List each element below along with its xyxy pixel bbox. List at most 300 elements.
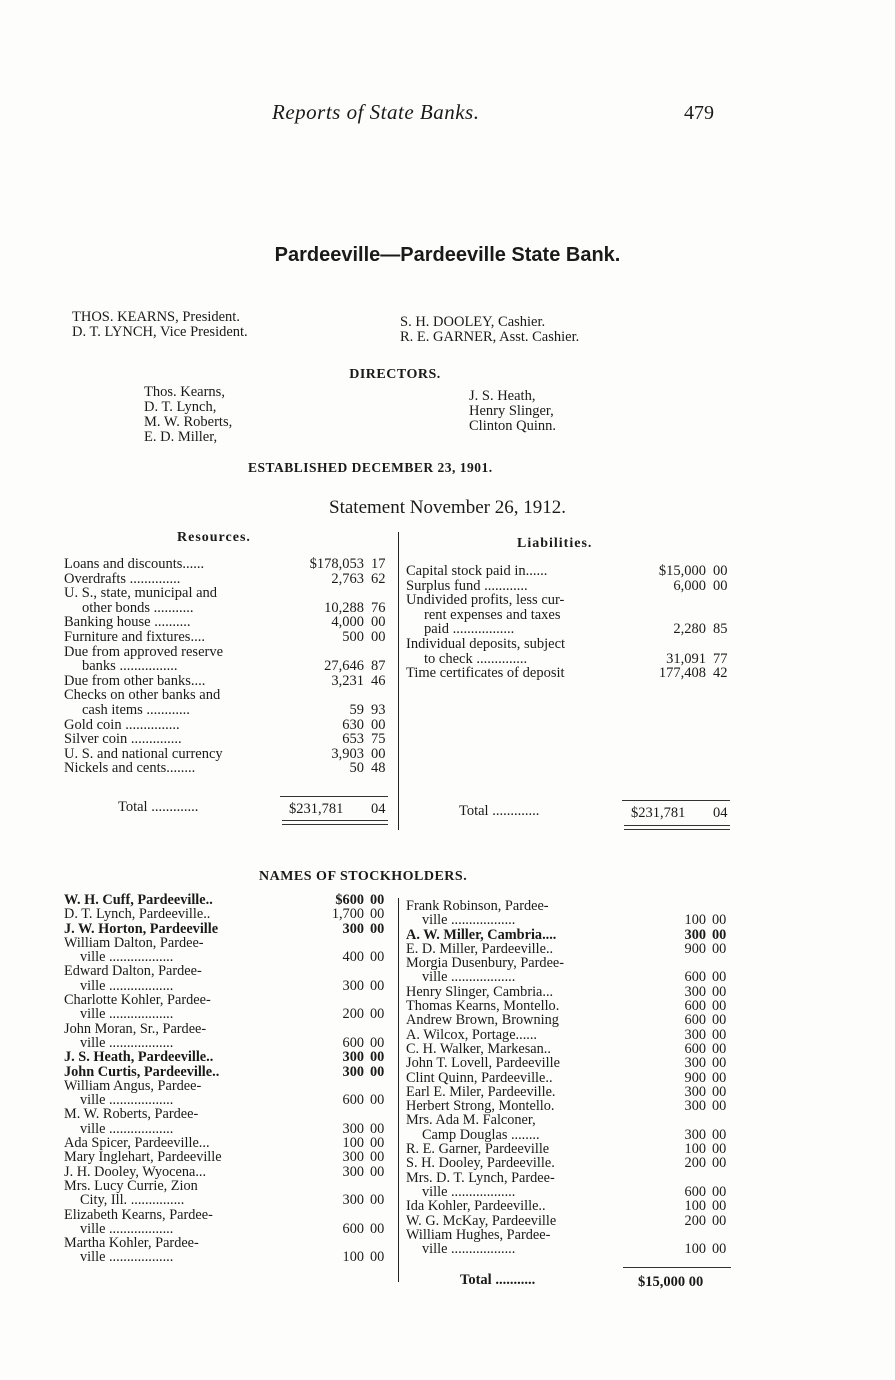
row-cents: 00 bbox=[370, 977, 385, 994]
table-row bbox=[64, 688, 394, 703]
rule-line bbox=[623, 1267, 731, 1268]
table-row bbox=[64, 950, 394, 964]
row-dollars: 100 bbox=[684, 1241, 706, 1258]
row-label: Thomas Kearns, Montello. bbox=[406, 998, 560, 1015]
directors-left bbox=[144, 385, 232, 445]
officer-cashier: S. H. DOOLEY, Cashier. bbox=[400, 314, 546, 330]
row-cents: 76 bbox=[371, 599, 386, 616]
row-cents: 00 bbox=[712, 1183, 727, 1200]
officers-left bbox=[72, 310, 248, 340]
director-name: Henry Slinger, bbox=[469, 403, 554, 419]
row-label: Henry Slinger, Cambria... bbox=[406, 983, 554, 1000]
table-row bbox=[64, 761, 394, 776]
row-dollars: 300 bbox=[684, 983, 706, 1000]
row-label: ville .................. bbox=[422, 912, 516, 929]
table-row bbox=[406, 1056, 736, 1070]
row-dollars: 300 bbox=[342, 920, 364, 937]
table-row bbox=[64, 747, 394, 762]
table-row bbox=[406, 1228, 736, 1242]
row-label: U. S. and national currency bbox=[64, 745, 223, 762]
row-dollars: 200 bbox=[342, 1006, 364, 1023]
row-cents: 00 bbox=[712, 998, 727, 1015]
row-dollars: 300 bbox=[684, 1083, 706, 1100]
row-cents: 00 bbox=[370, 1249, 385, 1266]
bank-title: Pardeeville—Pardeeville State Bank. bbox=[274, 244, 621, 266]
row-label: Due from approved reserve bbox=[64, 643, 224, 660]
row-label: Mary Inglehart, Pardeeville bbox=[64, 1149, 222, 1166]
row-dollars: 100 bbox=[684, 912, 706, 929]
row-label: A. W. Miller, Cambria.... bbox=[406, 926, 557, 943]
table-row bbox=[64, 993, 394, 1007]
row-label: Silver coin .............. bbox=[64, 731, 182, 748]
table-row bbox=[406, 608, 736, 623]
row-dollars: 100 bbox=[684, 1198, 706, 1215]
row-dollars: 400 bbox=[342, 949, 364, 966]
row-dollars: 100 bbox=[684, 1141, 706, 1158]
table-row bbox=[406, 652, 736, 667]
table-row bbox=[64, 1236, 394, 1250]
table-row bbox=[64, 674, 394, 689]
row-dollars: 2,763 bbox=[331, 570, 364, 587]
row-cents: 87 bbox=[371, 658, 386, 675]
row-label: Ada Spicer, Pardeeville... bbox=[64, 1135, 210, 1152]
stockholders-left-list bbox=[64, 893, 394, 1265]
table-row bbox=[64, 907, 394, 921]
table-row bbox=[64, 1250, 394, 1264]
row-label: Mrs. Lucy Currie, Zion bbox=[64, 1177, 198, 1194]
rule-line bbox=[282, 820, 388, 821]
row-cents: 00 bbox=[712, 1098, 727, 1115]
page-number: 479 bbox=[684, 102, 714, 124]
row-label: Individual deposits, subject bbox=[406, 635, 566, 652]
table-row bbox=[64, 703, 394, 718]
table-row bbox=[406, 1199, 736, 1213]
table-row bbox=[64, 1222, 394, 1236]
table-row bbox=[64, 1107, 394, 1121]
stockholders-total-value: $15,000 00 bbox=[638, 1274, 704, 1290]
table-row bbox=[406, 956, 736, 970]
row-dollars: 500 bbox=[342, 628, 364, 645]
row-dollars: $600 bbox=[335, 892, 364, 908]
row-dollars: 300 bbox=[684, 1055, 706, 1072]
table-row bbox=[64, 893, 394, 907]
table-row bbox=[64, 964, 394, 978]
directors-heading: DIRECTORS. bbox=[349, 367, 441, 382]
stockholders-total-label: Total ........... bbox=[460, 1272, 536, 1288]
row-cents: 75 bbox=[371, 731, 386, 748]
table-row bbox=[406, 1028, 736, 1042]
rule-line bbox=[624, 829, 730, 830]
row-cents: 00 bbox=[712, 912, 727, 929]
row-label: John Moran, Sr., Pardee- bbox=[64, 1020, 207, 1037]
row-label: Edward Dalton, Pardee- bbox=[64, 963, 202, 980]
row-cents: 00 bbox=[712, 1069, 727, 1086]
row-label: ville .................. bbox=[80, 1034, 174, 1051]
director-name: D. T. Lynch, bbox=[144, 399, 217, 415]
resources-heading: Resources. bbox=[177, 530, 251, 545]
row-label: Earl E. Miler, Pardeeville. bbox=[406, 1083, 556, 1100]
table-row bbox=[64, 630, 394, 645]
row-label: Due from other banks.... bbox=[64, 672, 206, 689]
row-label: Undivided profits, less cur- bbox=[406, 592, 565, 609]
table-row bbox=[64, 1065, 394, 1079]
row-dollars: 600 bbox=[684, 969, 706, 986]
table-row bbox=[64, 936, 394, 950]
resources-total-label: Total ............. bbox=[118, 799, 199, 815]
row-label: Camp Douglas ........ bbox=[422, 1126, 540, 1143]
row-cents: 00 bbox=[370, 1149, 385, 1166]
row-cents: 00 bbox=[370, 906, 385, 923]
table-row bbox=[64, 1150, 394, 1164]
row-label: W. H. Cuff, Pardeeville.. bbox=[64, 892, 213, 908]
row-dollars: 300 bbox=[684, 1126, 706, 1143]
row-cents: 00 bbox=[712, 1040, 727, 1057]
director-name: J. S. Heath, bbox=[469, 388, 536, 404]
table-row bbox=[64, 1193, 394, 1207]
stockholders-right-list bbox=[406, 899, 736, 1256]
table-row bbox=[406, 1128, 736, 1142]
row-dollars: 600 bbox=[342, 1220, 364, 1237]
table-row bbox=[406, 913, 736, 927]
table-row bbox=[64, 1208, 394, 1222]
row-dollars: 300 bbox=[342, 1049, 364, 1066]
row-cents: 00 bbox=[712, 1026, 727, 1043]
row-label: Nickels and cents........ bbox=[64, 760, 196, 777]
row-cents: 17 bbox=[371, 556, 386, 572]
row-dollars: 200 bbox=[684, 1212, 706, 1229]
table-row bbox=[406, 942, 736, 956]
row-label: Overdrafts .............. bbox=[64, 570, 181, 587]
row-cents: 48 bbox=[371, 760, 386, 777]
row-cents: 00 bbox=[371, 716, 386, 733]
table-row bbox=[64, 1050, 394, 1064]
row-label: C. H. Walker, Markesan.. bbox=[406, 1040, 551, 1057]
row-label: Clint Quinn, Pardeeville.. bbox=[406, 1069, 553, 1086]
row-cents: 00 bbox=[712, 1126, 727, 1143]
row-label: U. S., state, municipal and bbox=[64, 585, 218, 602]
row-dollars: 653 bbox=[342, 731, 364, 748]
row-label: banks ................ bbox=[82, 658, 178, 675]
row-label: John Curtis, Pardeeville.. bbox=[64, 1063, 220, 1080]
row-label: Frank Robinson, Pardee- bbox=[406, 898, 549, 914]
row-dollars: 300 bbox=[342, 1192, 364, 1209]
row-label: J. H. Dooley, Wyocena... bbox=[64, 1163, 207, 1180]
row-label: William Angus, Pardee- bbox=[64, 1077, 202, 1094]
table-row bbox=[406, 637, 736, 652]
row-dollars: 600 bbox=[342, 1092, 364, 1109]
table-row bbox=[64, 732, 394, 747]
row-label: ville .................. bbox=[422, 1183, 516, 1200]
row-cents: 00 bbox=[712, 1083, 727, 1100]
statement-title: Statement November 26, 1912. bbox=[329, 497, 566, 518]
row-cents: 62 bbox=[371, 570, 386, 587]
row-label: ville .................. bbox=[80, 1120, 174, 1137]
row-cents: 00 bbox=[371, 745, 386, 762]
row-dollars: 900 bbox=[684, 1069, 706, 1086]
row-dollars: 600 bbox=[342, 1034, 364, 1051]
row-cents: 00 bbox=[370, 1135, 385, 1152]
table-row bbox=[406, 564, 736, 579]
table-row bbox=[406, 985, 736, 999]
liabilities-heading: Liabilities. bbox=[517, 536, 593, 551]
row-label: ville .................. bbox=[80, 949, 174, 966]
officer-president: THOS. KEARNS, President. bbox=[72, 309, 240, 325]
table-row bbox=[406, 1099, 736, 1113]
director-name: M. W. Roberts, bbox=[144, 414, 233, 430]
row-dollars: 600 bbox=[684, 1040, 706, 1057]
row-dollars: 1,700 bbox=[331, 906, 364, 923]
table-row bbox=[64, 659, 394, 674]
row-cents: 00 bbox=[712, 1212, 727, 1229]
row-dollars: 31,091 bbox=[666, 650, 706, 667]
row-label: City, Ill. ............... bbox=[80, 1192, 185, 1209]
row-cents: 00 bbox=[371, 614, 386, 631]
row-label: Martha Kohler, Pardee- bbox=[64, 1235, 199, 1252]
row-cents: 00 bbox=[712, 1055, 727, 1072]
row-dollars: 4,000 bbox=[331, 614, 364, 631]
row-cents: 00 bbox=[370, 1192, 385, 1209]
row-label: ville .................. bbox=[80, 1006, 174, 1023]
row-label: ville .................. bbox=[80, 1220, 174, 1237]
row-label: R. E. Garner, Pardeeville bbox=[406, 1141, 550, 1158]
table-row bbox=[406, 1085, 736, 1099]
row-label: rent expenses and taxes bbox=[424, 606, 561, 623]
row-label: Charlotte Kohler, Pardee- bbox=[64, 992, 211, 1009]
table-row bbox=[406, 1242, 736, 1256]
row-dollars: 630 bbox=[342, 716, 364, 733]
row-dollars: 900 bbox=[684, 940, 706, 957]
table-row bbox=[406, 1013, 736, 1027]
row-cents: 00 bbox=[370, 1063, 385, 1080]
row-dollars: 300 bbox=[342, 977, 364, 994]
row-label: William Dalton, Pardee- bbox=[64, 934, 204, 951]
table-row bbox=[64, 586, 394, 601]
liabilities-table bbox=[406, 564, 736, 681]
director-name: E. D. Miller, bbox=[144, 429, 218, 445]
table-row bbox=[406, 1156, 736, 1170]
row-cents: 00 bbox=[370, 1006, 385, 1023]
row-label: Herbert Strong, Montello. bbox=[406, 1098, 555, 1115]
table-row bbox=[406, 899, 736, 913]
row-dollars: 300 bbox=[684, 1026, 706, 1043]
resources-table bbox=[64, 557, 394, 776]
resources-total-dollars: $231,781 bbox=[289, 801, 344, 817]
row-cents: 00 bbox=[713, 563, 728, 579]
row-dollars: 50 bbox=[349, 760, 364, 777]
row-label: J. S. Heath, Pardeeville.. bbox=[64, 1049, 214, 1066]
table-row bbox=[64, 1093, 394, 1107]
row-cents: 93 bbox=[371, 701, 386, 718]
table-row bbox=[406, 928, 736, 942]
row-label: ville .................. bbox=[422, 969, 516, 986]
table-row bbox=[406, 1042, 736, 1056]
table-row bbox=[406, 999, 736, 1013]
row-dollars: $178,053 bbox=[309, 556, 364, 572]
row-cents: 00 bbox=[370, 1120, 385, 1137]
table-row bbox=[406, 1171, 736, 1185]
row-cents: 00 bbox=[712, 1155, 727, 1172]
stockholders-heading: NAMES OF STOCKHOLDERS. bbox=[259, 869, 468, 884]
row-dollars: 300 bbox=[342, 1163, 364, 1180]
officers-right bbox=[400, 315, 579, 345]
row-label: S. H. Dooley, Pardeeville. bbox=[406, 1155, 555, 1172]
row-dollars: 3,903 bbox=[331, 745, 364, 762]
row-dollars: 300 bbox=[684, 1098, 706, 1115]
row-dollars: 300 bbox=[684, 926, 706, 943]
row-label: ville .................. bbox=[80, 977, 174, 994]
row-cents: 00 bbox=[712, 1141, 727, 1158]
table-row bbox=[64, 601, 394, 616]
table-row bbox=[64, 922, 394, 936]
row-cents: 00 bbox=[370, 1092, 385, 1109]
table-row bbox=[64, 1022, 394, 1036]
row-dollars: 300 bbox=[342, 1120, 364, 1137]
row-label: Mrs. Ada M. Falconer, bbox=[406, 1112, 536, 1129]
table-row bbox=[406, 666, 736, 681]
row-cents: 00 bbox=[370, 1034, 385, 1051]
row-cents: 00 bbox=[713, 577, 728, 594]
director-name: Thos. Kearns, bbox=[144, 384, 225, 400]
rule-line bbox=[280, 796, 388, 797]
table-row bbox=[406, 1113, 736, 1127]
row-dollars: 300 bbox=[342, 1149, 364, 1166]
liabilities-total-cents: 04 bbox=[713, 805, 728, 821]
table-row bbox=[64, 1136, 394, 1150]
row-dollars: 6,000 bbox=[673, 577, 706, 594]
row-dollars: 177,408 bbox=[658, 665, 706, 682]
row-cents: 77 bbox=[713, 650, 728, 667]
row-label: paid ................. bbox=[424, 621, 515, 638]
running-title: Reports of State Banks. bbox=[272, 100, 480, 124]
row-label: Capital stock paid in...... bbox=[406, 563, 548, 579]
row-label: M. W. Roberts, Pardee- bbox=[64, 1106, 199, 1123]
table-row bbox=[64, 1165, 394, 1179]
row-label: ville .................. bbox=[80, 1092, 174, 1109]
row-label: Time certificates of deposit bbox=[406, 665, 565, 682]
established-date: ESTABLISHED DECEMBER 23, 1901. bbox=[248, 460, 493, 475]
row-cents: 00 bbox=[712, 926, 727, 943]
table-row bbox=[64, 572, 394, 587]
row-label: Andrew Brown, Browning bbox=[406, 1012, 559, 1029]
row-dollars: 2,280 bbox=[673, 621, 706, 638]
table-row bbox=[64, 718, 394, 733]
rule-line bbox=[624, 825, 730, 826]
row-label: Mrs. D. T. Lynch, Pardee- bbox=[406, 1169, 555, 1186]
row-label: J. W. Horton, Pardeeville bbox=[64, 920, 219, 937]
row-dollars: 27,646 bbox=[324, 658, 364, 675]
row-dollars: 300 bbox=[342, 1063, 364, 1080]
row-cents: 42 bbox=[713, 665, 728, 682]
table-row bbox=[406, 579, 736, 594]
row-cents: 00 bbox=[370, 1220, 385, 1237]
row-cents: 00 bbox=[370, 920, 385, 937]
row-label: ville .................. bbox=[80, 1249, 174, 1266]
row-cents: 00 bbox=[712, 1012, 727, 1029]
table-row bbox=[64, 1179, 394, 1193]
row-cents: 00 bbox=[371, 628, 386, 645]
row-label: other bonds ........... bbox=[82, 599, 194, 616]
table-row bbox=[406, 593, 736, 608]
officer-vice-president: D. T. LYNCH, Vice President. bbox=[72, 324, 248, 340]
row-dollars: 200 bbox=[684, 1155, 706, 1172]
row-dollars: 100 bbox=[342, 1249, 364, 1266]
row-dollars: 59 bbox=[349, 701, 364, 718]
table-row bbox=[64, 1036, 394, 1050]
table-row bbox=[64, 557, 394, 572]
row-label: E. D. Miller, Pardeeville.. bbox=[406, 940, 554, 957]
resources-total-cents: 04 bbox=[371, 801, 386, 817]
row-cents: 85 bbox=[713, 621, 728, 638]
liabilities-total-dollars: $231,781 bbox=[631, 805, 686, 821]
row-label: to check .............. bbox=[424, 650, 528, 667]
row-cents: 00 bbox=[712, 983, 727, 1000]
director-name: Clinton Quinn. bbox=[469, 418, 557, 434]
table-row bbox=[406, 1071, 736, 1085]
directors-right bbox=[469, 389, 556, 434]
row-cents: 00 bbox=[712, 1198, 727, 1215]
table-row bbox=[64, 979, 394, 993]
row-cents: 00 bbox=[370, 949, 385, 966]
row-label: Banking house .......... bbox=[64, 614, 191, 631]
table-row bbox=[64, 645, 394, 660]
row-cents: 00 bbox=[370, 1163, 385, 1180]
officer-asst-cashier: R. E. GARNER, Asst. Cashier. bbox=[400, 329, 580, 345]
rule-line bbox=[622, 800, 730, 801]
row-label: John T. Lovell, Pardeeville bbox=[406, 1055, 560, 1072]
row-dollars: 10,288 bbox=[324, 599, 364, 616]
table-row bbox=[64, 1079, 394, 1093]
table-row bbox=[64, 1122, 394, 1136]
row-cents: 00 bbox=[370, 1049, 385, 1066]
row-label: W. G. McKay, Pardeeville bbox=[406, 1212, 557, 1229]
table-row bbox=[406, 1142, 736, 1156]
row-dollars: 600 bbox=[684, 1183, 706, 1200]
row-dollars: 100 bbox=[342, 1135, 364, 1152]
row-label: Furniture and fixtures.... bbox=[64, 628, 205, 645]
table-row bbox=[406, 622, 736, 637]
table-row bbox=[406, 1214, 736, 1228]
liabilities-total-label: Total ............. bbox=[459, 803, 540, 819]
row-label: D. T. Lynch, Pardeeville.. bbox=[64, 906, 211, 923]
column-divider bbox=[398, 532, 399, 830]
row-cents: 00 bbox=[712, 1241, 727, 1258]
row-label: William Hughes, Pardee- bbox=[406, 1226, 551, 1243]
table-row bbox=[64, 615, 394, 630]
row-label: Gold coin ............... bbox=[64, 716, 180, 733]
table-row bbox=[406, 1185, 736, 1199]
row-dollars: 600 bbox=[684, 998, 706, 1015]
row-label: ville .................. bbox=[422, 1241, 516, 1258]
row-dollars: $15,000 bbox=[658, 563, 706, 579]
row-label: Checks on other banks and bbox=[64, 687, 221, 704]
table-row bbox=[406, 970, 736, 984]
row-label: cash items ............ bbox=[82, 701, 190, 718]
table-row bbox=[64, 1007, 394, 1021]
row-dollars: 3,231 bbox=[331, 672, 364, 689]
column-divider bbox=[398, 898, 399, 1282]
row-dollars: 600 bbox=[684, 1012, 706, 1029]
row-label: A. Wilcox, Portage...... bbox=[406, 1026, 537, 1043]
row-label: Surplus fund ............ bbox=[406, 577, 528, 594]
row-label: Elizabeth Kearns, Pardee- bbox=[64, 1206, 213, 1223]
rule-line bbox=[282, 824, 388, 825]
row-cents: 00 bbox=[712, 940, 727, 957]
row-cents: 00 bbox=[370, 892, 385, 908]
row-cents: 00 bbox=[712, 969, 727, 986]
row-label: Ida Kohler, Pardeeville.. bbox=[406, 1198, 546, 1215]
row-cents: 46 bbox=[371, 672, 386, 689]
row-label: Morgia Dusenbury, Pardee- bbox=[406, 955, 565, 972]
